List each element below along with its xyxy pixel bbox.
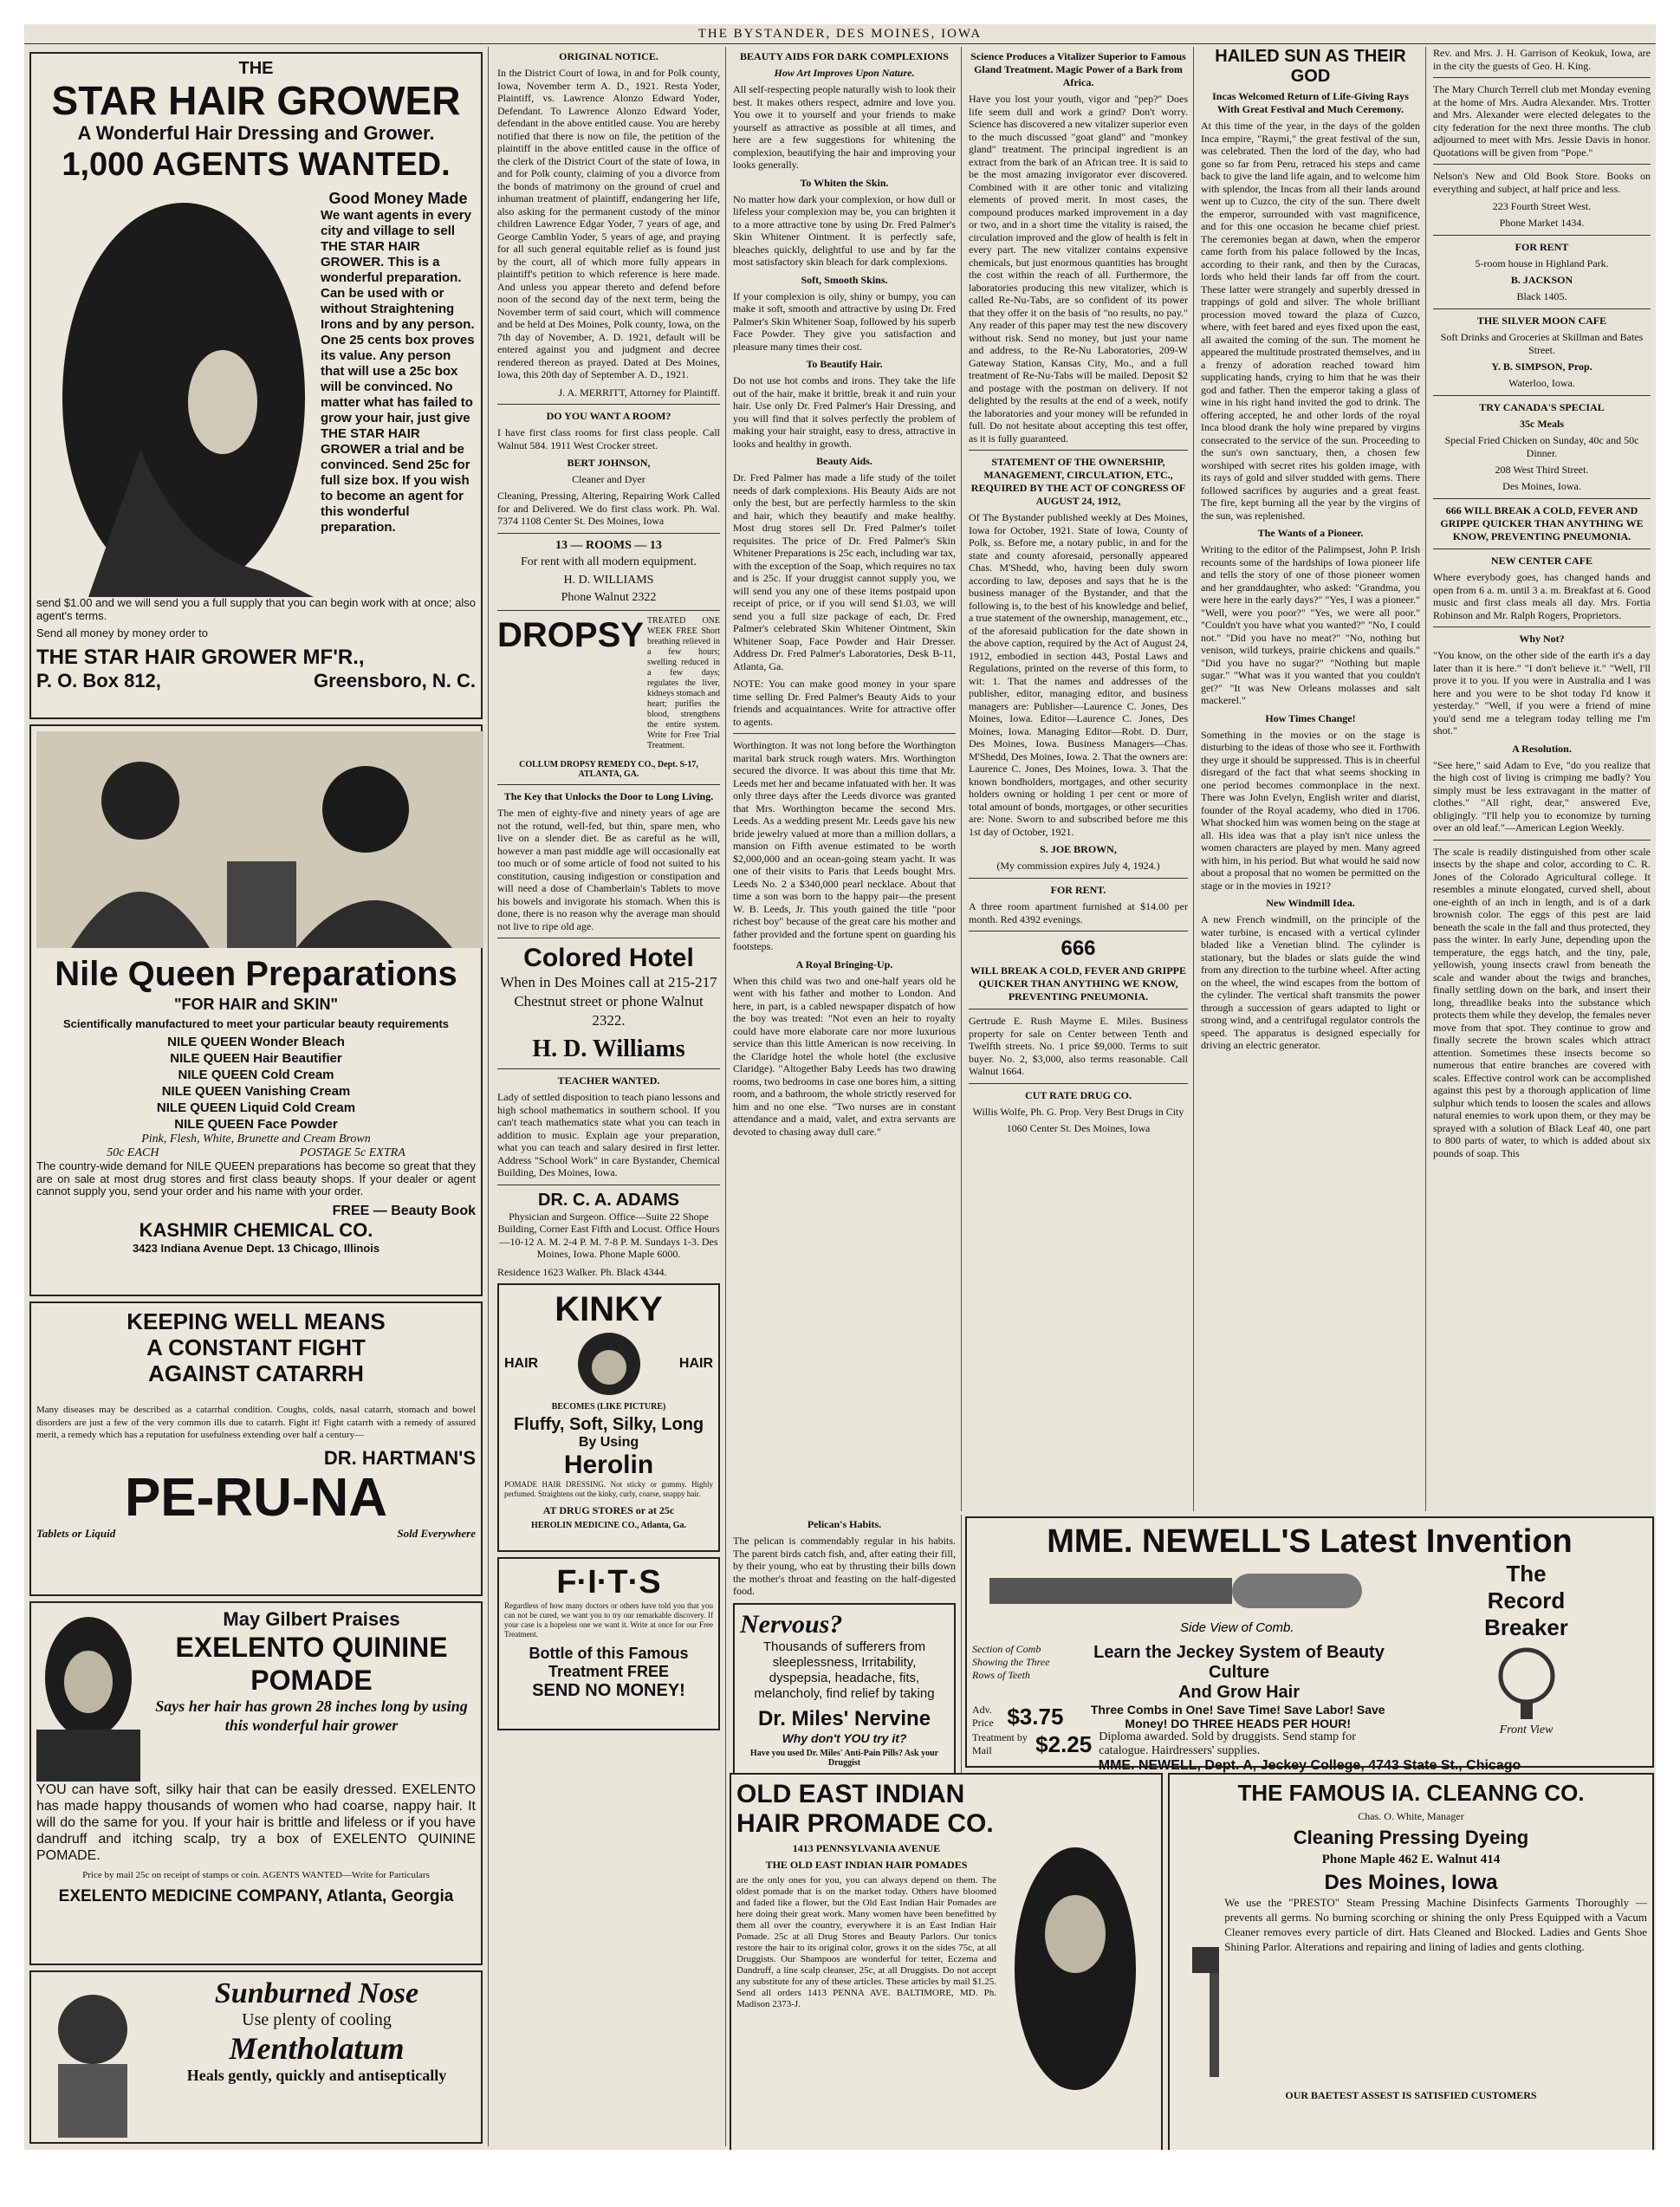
- famous-cleaning-ad: [1168, 1773, 1654, 2150]
- notice-sign: J. A. MERRITT, Attorney for Plaintiff.: [558, 386, 720, 399]
- famous-footer: OUR BAETEST ASSEST IS SATISFIED CUSTOMERS: [1285, 2089, 1537, 2101]
- exelento-quote: Says her hair has grown 28 inches long by using this wonderful hair grower: [155, 1697, 468, 1734]
- exelento-title2: POMADE: [250, 1665, 373, 1696]
- resolution-heading: A Resolution.: [1512, 742, 1572, 755]
- nervine-name: Dr. Miles' Nervine: [757, 1706, 931, 1730]
- fits-send: SEND NO MONEY!: [532, 1681, 685, 1700]
- nelson-address: 223 Fourth Street West.: [1492, 200, 1592, 212]
- science-heading: Science Produces a Vitalizer Superior to Famous Gland Treatment. Magic Power of a Bark from Africa.: [970, 50, 1186, 88]
- peruna-h3: AGAINST CATARRH: [148, 1360, 364, 1386]
- masthead: THE BYSTANDER, DES MOINES, IOWA: [24, 24, 1656, 44]
- sun-heading: HAILED SUN AS THEIR GOD: [1215, 47, 1406, 86]
- exelento-note: Price by mail 25c on receipt of stamps or coin. AGENTS WANTED—Write for Particulars: [82, 1870, 430, 1880]
- mary-club-body: The Mary Church Terrell club met Monday evening at the home of Mrs. Audra Alexander. Mrs. Trotter and Mrs. Alexander were elected delegates to the city federation for the next three months. The club adjourned to meet with Mrs. Jessie Davis in honor. Quotations will be given from "Pope.": [1433, 83, 1651, 159]
- scale-body: The scale is readily distinguished from other scale insects by the shape and color, according to C. R. Jones of the Colorado Agricultural college. It resembles a minute elongated, curved shell, about one-eighth of an inch in length, and is of a dark brownish color. The eggs of this pest are laid beneath the scale in the fall and thus protected, they pass the winter. In early June, depending upon the temperature, the eggs hatch, and the tiny, pale, yellowish, young insects crawl from beneath the scale and wander about the twigs and branches, finally settling down on the bark, and insert their long, threadlike beaks into the substance which protects them while they develop, the females never move from that spot. They continue to grow and finally secrete the brown scales which attract attention. Sometimes these insects become so numerous that entire branches are covered with scales. Effective control work can be accomplished against this pest by a thorough application of lime sulphur which tends to loosen the scales and allows natural enemies to work upon them, or they may be sprayed with a solution of Black Leaf 40, one part to 800 parts of water, to which is added about six pounds of soap. This: [1433, 845, 1651, 1159]
- mentho-foot: Heals gently, quickly and antiseptically: [186, 2067, 447, 2084]
- dropsy-company: COLLUM DROPSY REMEDY CO., Dept. S-17, ATLANTA, GA.: [519, 760, 698, 779]
- exelento-title: EXELENTO QUININE: [175, 1632, 448, 1663]
- canada-heading: TRY CANADA'S SPECIAL: [1479, 401, 1605, 413]
- famous-phone: Phone Maple 462 E. Walnut 414: [1321, 1853, 1501, 1866]
- resolution-body: "See here," said Adam to Eve, "do you realize that the high cost of living is crimping me badly? You simply must be less extravagant in the matter of clothes." "All right, dear," answered Eve, obligingly. "I'll help you to economize by turning over an old leaf."—American Legion Weekly.: [1433, 758, 1651, 834]
- bert-body: Cleaning, Pressing, Altering, Repairing Work Called for and Delivered. We do first class work. Ph. Wal. 7374 1108 Center St. Des Moines, Iowa: [497, 490, 720, 527]
- becomes: BECOMES (LIKE PICTURE): [551, 1402, 666, 1412]
- peruna-h1: KEEPING WELL MEANS: [126, 1308, 386, 1334]
- six-body: 666 WILL BREAK A COLD, FEVER AND GRIPPE QUICKER THAN ANYTHING WE KNOW, PREVENTING PNEUMONIA.: [1440, 504, 1644, 542]
- east-indian-ad: [730, 1773, 1163, 2150]
- pelican-heading: Pelican's Habits.: [807, 1518, 882, 1530]
- exelento-praise: May Gilbert Praises: [223, 1608, 400, 1630]
- moon-body: Soft Drinks and Groceries at Skillman and Bates Street.: [1440, 331, 1644, 356]
- nervous-body: Thousands of sufferers from sleeplessness, Irritability, dyspepsia, headache, fits, melancholy, find relief by taking: [754, 1639, 935, 1701]
- canada-body: Special Fried Chicken on Sunday, 40c and 50c Dinner.: [1444, 434, 1639, 459]
- aids-heading: Beauty Aids.: [816, 455, 872, 467]
- ad-city: Greensboro, N. C.: [313, 669, 476, 691]
- newell-adv: Adv. Price: [972, 1704, 994, 1729]
- newell-three: Three Combs in One! Save Time! Save Labor! Save Money! DO THREE HEADS PER HOUR!: [1090, 1703, 1385, 1730]
- windmill-heading: New Windmill Idea.: [1266, 897, 1355, 909]
- change-heading: How Times Change!: [1265, 711, 1356, 724]
- rush-body: Gertrude E. Rush Mayme E. Miles. Business property for sale on Center between Tenth and Twelfth streets. No. 1 price $9,000. Terms to suit buyer. No. 2, $3,000, also terms reasonable. Call Walnut 1664.: [969, 1015, 1188, 1077]
- nile-price: 50c EACH: [107, 1146, 159, 1159]
- moon-city: Waterloo, Iowa.: [1508, 377, 1575, 389]
- six-body: WILL BREAK A COLD, FEVER AND GRIPPE QUICKER THAN ANYTHING WE KNOW, PREVENTING PNEUMONIA.: [970, 964, 1187, 1003]
- statement-body: Of The Bystander published weekly at Des Moines, Iowa for October, 1921. State of Iowa, County of Polk, ss. Before me, a notary public, in and for the state and county aforesaid, personally appeared Chas. M'Shedd, who, having been duly sworn according to law, deposes and says that he is the business manager of the Bystander, and that the following is, to the best of his knowledge and belief, a true statement of the ownership, management, etc., of the aforesaid publication for the date shown in the above caption, required by the Act of August 24, 1912, embodied in section 443, Postal Laws and Regulations, printed on the reverse of this form, to wit: 1. That the names and addresses of the publisher, editor, managing editor, and business managers are: Publisher—Laurence C. Jones, Des Moines, Iowa. Editor—Laurence C. Jones, Des Moines, Iowa. Managing Editor—Robt. D. Durr, Des Moines, Iowa. Business Managers—Chas. M'Shedd, Des Moines, Iowa. 2. That the owners are: Laurence C. Jones, Des Moines, Iowa. 3. That the known bondholders, mortgages, and other security holders owning or holding 1 per cent or more of total amount of bonds, mortgages, or other securities are: None. Sworn to and subscribed before me this 1st day of October, 1921.: [969, 511, 1188, 838]
- ad-po: P. O. Box 812,: [36, 669, 161, 691]
- famous-services: Cleaning Pressing Dyeing: [1293, 1827, 1529, 1848]
- nile-company: KASHMIR CHEMICAL CO.: [139, 1218, 373, 1241]
- whiten-body: No matter how dark your complexion, or how dull or lifeless your complexion may be, you can brighten it to a more attractive tone by using Dr. Fred Palmer's Skin Whitener Ointment. It is perfectly safe, bleaches quickly, delightful to use and by far the most satisfactory skin bleach for dark complexions.: [733, 192, 956, 268]
- nile-item: NILE QUEEN Cold Cream: [178, 1068, 334, 1082]
- nile-item: NILE QUEEN Hair Beautifier: [170, 1051, 342, 1066]
- nervous-title: Nervous?: [740, 1609, 843, 1639]
- nervine-foot: Have you used Dr. Miles' Anti-Pain Pills? Ask your Druggist: [749, 1748, 939, 1768]
- teacher-body: Lady of settled disposition to teach piano lessons and high school mathematics in southern school. If you can't teach mathematics state what you can teach in addition to music. Explain age your preparation, what you can teach and salary desired in first letter. Address "School Work" in care Bystander, Chemical Building, Des Moines, Iowa.: [497, 1091, 720, 1178]
- herolin-line1: Fluffy, Soft, Silky, Long: [513, 1415, 704, 1434]
- nelson-phone: Phone Market 1434.: [1499, 217, 1585, 229]
- hotel-body: When in Des Moines call at 215-217 Chestnut street or phone Walnut 2322.: [500, 974, 717, 1029]
- nile-title: Nile Queen Preparations: [55, 955, 457, 993]
- nervine-ad: [733, 1603, 956, 1794]
- woman-face-icon: [570, 1329, 648, 1399]
- good-money: Good Money Made: [328, 190, 468, 207]
- cutrate-address: 1060 Center St. Des Moines, Iowa: [1006, 1121, 1151, 1134]
- whiten-heading: To Whiten the Skin.: [800, 176, 889, 189]
- nile-item: NILE QUEEN Face Powder: [174, 1117, 338, 1132]
- pelican-body: The pelican is commendably regular in his habits. The parent birds catch fish, and, after eating their fill, by their young, who eat by thrusting their bills down the mother's throat and feasting on the half-digested food.: [733, 1535, 956, 1597]
- famous-manager: Chas. O. White, Manager: [1358, 1810, 1464, 1822]
- rooms-body: For rent with all modern equipment.: [521, 555, 697, 568]
- nelson-body: Nelson's New and Old Book Store. Books on everything and subject, at half price and less.: [1433, 170, 1651, 195]
- herolin-price: AT DRUG STORES or at 25c: [542, 1504, 675, 1516]
- newell-ad: [965, 1516, 1654, 1773]
- column-ads-left: [24, 47, 489, 2146]
- rent-heading: FOR RENT.: [1050, 884, 1106, 896]
- peruna-dr: DR. HARTMAN'S: [323, 1446, 476, 1469]
- center-heading: NEW CENTER CAFE: [1490, 555, 1593, 567]
- adams-heading: DR. C. A. ADAMS: [538, 1190, 679, 1210]
- newell-price2: $2.25: [1035, 1730, 1093, 1757]
- forrent-name: B. JACKSON: [1510, 274, 1573, 286]
- canada-city: Des Moines, Iowa.: [1502, 480, 1581, 492]
- ad-body: We want agents in every city and village to sell THE STAR HAIR GROWER. This is a wonderful preparation. Can be used with or without Straightening Irons and by any person. One 25 cents box proves its value. Any person that will use a 25c box will be convinced. No matter what has failed to grow your hair, just give THE STAR HAIR GROWER a trial and be convinced. Send 25c for full size box. If you wish to become an agent for this wonderful preparation.: [321, 208, 475, 535]
- fits-title: F·I·T·S: [556, 1564, 661, 1600]
- woman-portrait-icon: [36, 1608, 140, 1782]
- center-body: Where everybody goes, has changed hands and open from 6 a. m. until 3 a. m. Breakfast at 6. Good music and first class meals all day. Mrs. Fortia Robinson and Mr. Ralph Rogers, Proprietors.: [1433, 571, 1651, 621]
- sun-body: At this time of the year, in the days of the golden Inca empire, "Raymi," the great festival of the sun, was celebrated. Then the lord of the day, who had gone so far from Peru, retraced his steps and came back to give the land life again, and to welcome him with splendor, the Incas from all their lands around went up to Cuzco, the city of the sun. There dwelt the emperor, surrounded with vast magnificence, and for this one occasion he became chief priest. The ceremonies began at dawn, when the emperor came forth from his palace followed by the Incas, according to their rank, and then by the Curacas, lords who held their lands far off from the court. These latter were strangely and superbly dressed in trappings of gold and silver. The whole brilliant procession moved toward the plaza of Cuzco, where, with feet bared and eyes fixed upon the east, all awaited the coming of the sun. The moment he appeared the multitude prostrated themselves, and in a frenzy of adoration reached toward him supplicating hands, crying to him that he was their god and father. Then the emperor taking a glass of wine in his right hand invited the god to drink. The offering accepted, he and other lords of the royal Inca blood drank the holy wine prepared by virgins consecrated to the service of the sun. Proceeding to the sun's own sanctuary, then, a chosen few worshiped with secret rites his golden image, with its rays of gold and silver studded with gems. There followed sacrifices by auguries and a great feast. The fire, kept burning all the year by the virgins of the sun, was replenished.: [1201, 120, 1420, 522]
- forrent-heading: FOR RENT: [1515, 241, 1569, 253]
- newell-record3: Breaker: [1484, 1614, 1568, 1640]
- newell-treat: Treatment by Mail: [972, 1731, 1028, 1756]
- notice-body: In the District Court of Iowa, in and for Polk county, Iowa, November term A. D., 1921. Resta Yoder, Plaintiff, vs. Lawrence Alonzo Edward Yoder, Defendant. To Lawrence Alonzo Edward Yoder, defendant in the above entitled cause. You are hereby notified that there is now on file, the petition of the plaintiff in the above entitled cause in the office of the clerk of the District Court of the state of Iowa, in and for Polk county, claiming of you a divorce from the bonds of matrimony on the ground of cruel and inhuman treatment of plaintiff, endangering her life, also asking for the permanent custody of the minor children Lawrence Edgar Yoder, 7 years of age, and George Camblin Yoder, 5 years of age, and praying for all such general equitable relief as is found just by the court, all of which more fully appears in plaintiff's petition to which reference is here made. And unless you appear thereto and defend before noon of the second day of the next term, being the November term of said court, which will commence and be held at Des Moines, Polk county, Iowa, on the 7th day of November, A. D. 1921, default will be entered against you and judgment and decree rendered thereon as prayed. Dated at Des Moines, Iowa, this 20th day of September A. D., 1921.: [497, 67, 720, 380]
- east-body: are the only ones for you, you can always depend on them. The oldest pomade that is on the market today. Others have bloomed and faded like a flower, but the Old East Indian Hair Pomades are here doing their great work. Many women have been benefitted by them all over the country, everywhere it is an East Indian Hair Pomade. 25c at all Drug Stores and Beauty Parlors. Our tonics restore the hair to its original color, grows it on the sides 75c, at all Druggists. Our Shampoos are wonderful for tetter, Eczema and Dandruff, a line scalp cleanser, 25c, at all Druggists. Do not accept any substitute for any of these articles. These articles by mail $1.25. Send all orders 1413 PENNA AVE. BALTIMORE, MD. Ph. Madison 2373-J.: [736, 1875, 996, 2009]
- newell-learn2: And Grow Hair: [1177, 1683, 1300, 1702]
- newspaper-page: [24, 24, 1656, 2150]
- east-address: 1413 PENNSYLVANIA AVENUE: [792, 1842, 941, 1854]
- newell-price1: $3.75: [1007, 1703, 1064, 1730]
- nile-queen-ad: [29, 724, 483, 1296]
- east-subheading: THE OLD EAST INDIAN HAIR POMADES: [765, 1859, 968, 1871]
- newell-learn1: Learn the Jeckey System of Beauty Culture: [1093, 1643, 1385, 1682]
- adams-body: Physician and Surgeon. Office—Suite 22 Shope Building, Corner East Fifth and Locust. Office Hours—10-12 A. M. 2-4 P. M. 7-8 P. M. Sundays 1-3. Des Moines, Iowa. Phone Maple 6000.: [497, 1210, 720, 1260]
- canada-address: 208 West Third Street.: [1495, 464, 1589, 476]
- moon-heading: THE SILVER MOON CAFE: [1476, 315, 1607, 327]
- whynot-heading: Why Not?: [1519, 633, 1565, 645]
- royal-body: When this child was two and one-half years old he went with his father and mother to London. And here, in part, is a cabled newspaper dispatch of how the boy was treated: "Not even an heir to royalty could have more elaborate care nor more luxurious service than this little American is now receiving. In the Claridge hotel the whole hotel (the exclusive Claridge). "Altogether Baby Leeds has two drawing rooms, two bedrooms in case one bores him, a sitting room, and a bathroom, the whole strictly reserved for him and no one else. "Two nurses are in constant attendance and a maid, valet, and extra servants are devoted to chasing away dull care.": [733, 974, 956, 1138]
- forrent-body: 5-room house in Highland Park.: [1475, 257, 1609, 269]
- nurse-illustration-icon: [36, 1977, 149, 2138]
- whynot-body: "You know, on the other side of the earth it's a day later than it is here." "I don't believe it." "Well, I'll prove it to you. If you were in Australia and I was here and you were to be shot today I'd know it yesterday." "Well, if you were a friend of mine you'd send me a telegram today telling me I'm shot.": [1433, 649, 1651, 737]
- moon-name: Y. B. SIMPSON, Prop.: [1491, 360, 1592, 373]
- column-2: [492, 47, 726, 2146]
- bert-role: Cleaner and Dyer: [572, 473, 645, 485]
- dropsy-title: DROPSY: [497, 616, 644, 654]
- column-5: [1196, 47, 1426, 1511]
- aids-note: NOTE: You can make good money in your spare time selling Dr. Fred Palmer's Beauty Aids to your friends and acquaintances. Write for attractive offer to agents.: [733, 678, 956, 728]
- peruna-h2: A CONSTANT FIGHT: [146, 1334, 366, 1360]
- peruna-body: Many diseases may be described as a catarrhal condition. Coughs, colds, nasal catarrh, stomach and bowel disorders are just a few of the very common ills due to catarrh. Fight it! Fight catarrh with a remedy of assured merit, a remedy which has a reputation for usefulness extending over half a century—: [36, 1405, 476, 1440]
- cutrate-heading: CUT RATE DRUG CO.: [1025, 1088, 1132, 1101]
- exelento-ad: [29, 1601, 483, 1965]
- exelento-company: EXELENTO MEDICINE COMPANY, Atlanta, Georgia: [58, 1886, 454, 1905]
- beauty-body: All self-respecting people naturally wish to look their best. It makes others respect, admire and love you. You owe it to yourself and your friends to make yourself as attractive as possible at all times, and here are a few suggestions for whitening the complexion, beautifying the hair and improving your looks generally.: [733, 83, 956, 171]
- pioneer-heading: The Wants of a Pioneer.: [1257, 527, 1364, 539]
- beauty-subheading: How Art Improves Upon Nature.: [774, 67, 915, 79]
- dropsy-side: TREATED ONE WEEK FREE Short breathing relieved in a few hours; swelling reduced in a few days; regulates the liver, kidneys stomach and heart; purifies the blood, strengthens the entire system. Write for Free Trial Treatment.: [646, 616, 720, 750]
- nile-postage: POSTAGE 5c EXTRA: [299, 1146, 405, 1159]
- room-body: I have first class rooms for first class people. Call Walnut 584. 1911 West Crocker street.: [497, 426, 720, 451]
- pioneer-body: Writing to the editor of the Palimpsest, John P. Irish recounts some of the hardships of Iowa pioneer life and tells the story of one of those pioneer women and her granddaughter, who asked: "Grandma, you were here in the early days?" "Yes, I was a pioneer." "Well, were you poor?" "Yes, we were all poor." "Couldn't you have what you wanted?" "No, I could not." "Did you have no meat?" "No, nothing but venison, wild turkeys, prairie chickens and quails." "Did you have no sugar?" "Nothing but maple sugar." "What was it you wanted that you couldn't get?" "It was New Orleans molasses and salt mackerel.": [1201, 543, 1420, 706]
- nile-free: FREE — Beauty Book: [332, 1203, 476, 1218]
- statement-sign: S. JOE BROWN,: [1040, 843, 1117, 855]
- bert-name: BERT JOHNSON,: [567, 457, 651, 469]
- column-4: [963, 47, 1194, 1511]
- hair-heading: To Beautify Hair.: [806, 358, 883, 370]
- east-title2: HAIR PROMADE CO.: [736, 1809, 994, 1838]
- rooms-name: H. D. WILLIAMS: [563, 574, 654, 587]
- nile-address: 3423 Indiana Avenue Dept. 13 Chicago, Illinois: [132, 1241, 380, 1255]
- newell-record1: The: [1506, 1561, 1547, 1587]
- hair-label: HAIR: [504, 1356, 539, 1371]
- nile-item: NILE QUEEN Wonder Bleach: [167, 1035, 345, 1049]
- nervine-question: Why don't YOU try it?: [782, 1730, 907, 1745]
- herolin-line2: By Using: [578, 1435, 639, 1450]
- ad-subtitle: A Wonderful Hair Dressing and Grower.: [77, 122, 435, 144]
- peruna-left: Tablets or Liquid: [36, 1526, 116, 1540]
- peruna-ad: [29, 1301, 483, 1596]
- adams-residence: Residence 1623 Walker. Ph. Black 4344.: [497, 1265, 667, 1278]
- rooms-heading: 13 — ROOMS — 13: [555, 538, 662, 552]
- newell-record2: Record: [1487, 1587, 1566, 1613]
- east-title1: OLD EAST INDIAN: [736, 1780, 965, 1808]
- woman-portrait-icon: [1002, 1839, 1149, 2116]
- ad-agents: 1,000 AGENTS WANTED.: [62, 146, 451, 183]
- newell-diploma: Diploma awarded. Sold by druggists. Send stamp for catalogue. Hairdressers' supplies.: [1099, 1730, 1356, 1757]
- newell-front: Front View: [1499, 1723, 1554, 1736]
- ad-the: THE: [238, 59, 274, 78]
- herolin-name: Herolin: [563, 1451, 654, 1479]
- forrent-phone: Black 1405.: [1516, 290, 1567, 302]
- column-3: [728, 47, 962, 1511]
- woman-portrait-icon: [36, 190, 314, 597]
- hair-body: Do not use hot combs and irons. They take the life out of the hair, make it brittle, break it and ruin your hair. Use only Dr. Fred Palmer's Hair Dressing, and you will find that it solves perfectly the problem of making your hair straight, easy to dress, attractive in looks and healthy in growth.: [733, 374, 956, 450]
- women-illustration-icon: [36, 731, 483, 948]
- ad-send: send $1.00 and we will send you a full supply that you can begin work with at once; also agent's terms.: [36, 596, 476, 622]
- key-body: The men of eighty-five and ninety years of age are not the rotund, well-fed, but thin, spare men, who live on a slender diet. Be as careful as he will, however a man past middle age will occasionally eat too much or of some article of food not suited to his constitution, causing indigestion or constipation and will need a dose of Chamberlain's Tablets to move his bowels and invigorate his stomach. When this is done, there is no reason why the average man should not live to ripe old age.: [497, 807, 720, 932]
- kinky-title: KINKY: [555, 1290, 663, 1328]
- fits-bottle: Bottle of this Famous Treatment FREE: [529, 1645, 689, 1680]
- worthington-body: Worthington. It was not long before the Worthington marital bark struck rough waters. Mrs. Worthington secured the divorce. It was about this time that Mr. Leeds met her and became infatuated with her. It was only three days after the Leeds divorce was granted that Mrs. Worthington became the second Mrs. Leeds. As a wedding present Mr. Leeds gave his new bride jewelry valued at more than a million dollars, a mansion on Fifth avenue estimated to be worth $2,000,000 and an ocean-going steam yacht. It was one of their visits to Paris that Leeds bought Mrs. Leeds No. 2 a $340,000 pearl necklace. About that time a son was born to the happy pair—the present W. B. Leeds, Jr. This youth gained the title "poor richest boy" because of the great care his mother and father provided and the fortune spent on guarding his footsteps.: [733, 739, 956, 952]
- nile-item: NILE QUEEN Liquid Cold Cream: [156, 1100, 356, 1115]
- comb-icon: [972, 1561, 1405, 1639]
- nile-tag: "FOR HAIR and SKIN": [173, 996, 339, 1013]
- cutrate-body: Willis Wolfe, Ph. G. Prop. Very Best Drugs in City: [972, 1105, 1184, 1118]
- herolin-company: HEROLIN MEDICINE CO., Atlanta, Ga.: [531, 1521, 686, 1530]
- herolin-body: POMADE HAIR DRESSING. Not sticky or gummy. Highly perfumed. Straightens out the kinky, curly, coarse, snappy hair.: [504, 1480, 713, 1498]
- nile-shades: Pink, Flesh, White, Brunette and Cream Brown: [141, 1133, 371, 1146]
- statement-heading: STATEMENT OF THE OWNERSHIP, MANAGEMENT, CIRCULATION, ETC., REQUIRED BY THE ACT OF CONGRESS OF AUGUST 24, 1912,: [970, 456, 1186, 507]
- column-6: [1428, 47, 1656, 1511]
- nile-intro: Scientifically manufactured to meet your particular beauty requirements: [62, 1017, 449, 1030]
- exelento-body: YOU can have soft, silky hair that can be easily dressed. EXELENTO has made happy thousands of women who had coarse, nappy hair. It will do the same for you. If your hair is brittle and lifeless or if you have dandruff and itching scalp, try a box of EXELENTO QUININE POMADE.: [36, 1782, 476, 1863]
- notice-title: ORIGINAL NOTICE.: [559, 50, 658, 62]
- statement-expires: (My commission expires July 4, 1924.): [996, 860, 1160, 872]
- comb-front-icon: [1462, 1641, 1592, 1719]
- newell-section: Section of Comb Showing the Three Rows of Teeth: [972, 1643, 1050, 1681]
- aids-body: Dr. Fred Palmer has made a life study of the toilet needs of dark complexions. His Beauty Aids are not only the best, but are perfectly harmless to the skin and hair, which they beautify and make healthy. Most drug stores sell Dr. Fred Palmer's toilet requisites. The price of Dr. Fred Palmer's Skin Whitener Preparations is 25c each, including war tax, with the exception of the Soap, which requires no tax and is 25c. If your druggist cannot supply you, we will send you any one of these items postpaid upon receipt of price, or if you will send $1.03, we will send you a full size package of each, Dr. Fred Palmer's celebrated Skin Whitener Ointment, Skin Whitener Soap, Face Powder and Hair Dresser. Address Dr. Fred Palmer's Laboratories, Desk B-11, Atlanta, Ga.: [733, 471, 956, 672]
- rooms-phone: Phone Walnut 2322: [561, 591, 657, 604]
- canada-sub: 35c Meals: [1520, 418, 1564, 430]
- key-heading: The Key that Unlocks the Door to Long Living.: [503, 790, 714, 802]
- nile-item: NILE QUEEN Vanishing Cream: [161, 1084, 351, 1099]
- peruna-name: PE-RU-NA: [124, 1467, 388, 1528]
- windmill-body: A new French windmill, on the principle of the water turbine, is encased with a vertical cylinder bladed like a Venetian blind. The cylinder is stationary, but the blades or slats guide the wind from any direction to the turbine wheel. After acting on the wheel, the wind escapes from the bottom of the cylinder. The vertical shaft transmits the power through a succession of gears adapted to light or strong wind, and a centrifugal regulator controls the speed. The apparatus is designed especially for driving an electric generator.: [1201, 913, 1420, 1051]
- pressing-machine-icon: [1175, 1895, 1219, 2086]
- mentho-title: Sunburned Nose: [214, 1977, 419, 2009]
- star-hair-grower-ad: [29, 52, 483, 719]
- herolin-ad: [497, 1283, 720, 1552]
- fits-body: Regardless of how many doctors or others have told you that you can not be cured, we want you to try our remarkable discovery. If your case is a hopeless one we want it. Write at once for our Free Treatment.: [504, 1601, 713, 1639]
- royal-heading: A Royal Bringing-Up.: [795, 957, 893, 970]
- six-heading: 666: [1061, 937, 1096, 960]
- peruna-right: Sold Everywhere: [397, 1526, 476, 1540]
- mentho-line: Use plenty of cooling: [242, 2010, 392, 2029]
- change-body: Something in the movies or on the stage is disturbing to the ideas of those who see it. Forthwith they urge it should be suppressed. This is in cheerful disregard of the fact that what seems shocking in one period becomes commonplace in the next. There was John Evelyn, English writer and diarist, founder of the Royal academy, who died in 1706. What shocked him was women being on the stage at all. His idea was that a play isn't nice unless the women characters are played by men. Many agreed with him, in his period. But what would he said now about a proposal that no women be permitted on the stage or in the movies in 1921?: [1201, 728, 1420, 892]
- newell-title: MME. NEWELL'S Latest Invention: [1047, 1523, 1573, 1560]
- sun-subheading: Incas Welcomed Return of Life-Giving Rays With Great Festival and Much Ceremony.: [1212, 90, 1409, 115]
- mentholatum-ad: [29, 1970, 483, 2144]
- beauty-heading: BEAUTY AIDS FOR DARK COMPLEXIONS: [740, 50, 949, 62]
- ad-title: STAR HAIR GROWER: [51, 78, 461, 123]
- room-heading: DO YOU WANT A ROOM?: [546, 410, 671, 422]
- famous-title: THE FAMOUS IA. CLEANNG CO.: [1237, 1780, 1585, 1806]
- newell-side: Side View of Comb.: [1180, 1620, 1294, 1635]
- mentho-brand: Mentholatum: [229, 2031, 405, 2066]
- newell-address: MME. NEWELL, Dept. A, Jeckey College, 4743 State St., Chicago: [1098, 1758, 1521, 1773]
- famous-city: Des Moines, Iowa: [1324, 1871, 1498, 1894]
- teacher-heading: TEACHER WANTED.: [557, 1074, 660, 1087]
- hair-label: HAIR: [678, 1356, 713, 1371]
- smooth-body: If your complexion is oily, shiny or bumpy, you can make it soft, smooth and attractive by using Dr. Fred Palmer's Skin Whitener Soap, followed by his superb Face Powder. They give you satisfaction and pleasure many times their cost.: [733, 289, 956, 353]
- fits-ad: [497, 1557, 720, 1730]
- garrison-body: Rev. and Mrs. J. H. Garrison of Keokuk, Iowa, are in the city the guests of Geo. H. King.: [1433, 47, 1651, 72]
- hotel-heading: Colored Hotel: [523, 944, 694, 972]
- smooth-heading: Soft, Smooth Skins.: [801, 273, 888, 286]
- nile-body: The country-wide demand for NILE QUEEN preparations has become so great that they are on sale at most drug stores and first class beauty shops. If your dealer or agent cannot supply you, send your order and his name with your order.: [36, 1159, 476, 1198]
- famous-body: We use the "PRESTO" Steam Pressing Machine Disinfects Garments Thoroughly — prevents all germs. No burning scorching or shining the only Press Equipped with a Vacum Cleaner removes every particle of dirt. Hats Cleaned and Blocked. Ladies and Gents Shoe Shining Parlor. Alterations and repairing and lining of ladies and gents clothing.: [1224, 1896, 1647, 1953]
- hotel-name: H. D. Williams: [532, 1035, 685, 1062]
- ad-send2: Send all money by money order to: [36, 626, 208, 639]
- rent-body: A three room apartment furnished at $14.00 per month. Red 4392 evenings.: [969, 900, 1188, 925]
- ad-company: THE STAR HAIR GROWER MF'R.,: [36, 645, 365, 669]
- science-body: Have you lost your youth, vigor and "pep?" Does life seem dull and work a grind? Don't worry. Science has discovered a new vitalizer superior even to the much discussed "goat gland" and "monkey gland" treatment. The principal ingredient is an extract from the bark of an African tree. It is said to be the most amazing invigorator ever discovered. Combined with it are other tonic and vitalizing elements of proved merit. In most cases, the compound produces marked improvement in a day or two, and in a short time the vitality is raised, the circulation improved and the glow of health is felt in every part. The new vitalizer contains expensive chemicals, but just enormous quantities has brought the cost within the reach of all. Furthermore, the laboratories producing this new vitalizer, which is called Re-Nu-Tabs, are so confident of its power that they offer it on the basis of "no results, no pay." Any reader of this paper may test the new discovery without risk. Send no money, but just your name and address, to the Re-Nu Laboratories, 209-W Gateway Station, Kansas City, Mo., and a full treatment of Re-Nu-Tabs will be mailed. Deposit $2 and postage with the postman on delivery. If not delighted by the results at the end of a week, notify the laboratories and your money will be refunded in full. Do not hesitate about accepting this test offer, as it is fully guaranteed.: [969, 93, 1188, 445]
